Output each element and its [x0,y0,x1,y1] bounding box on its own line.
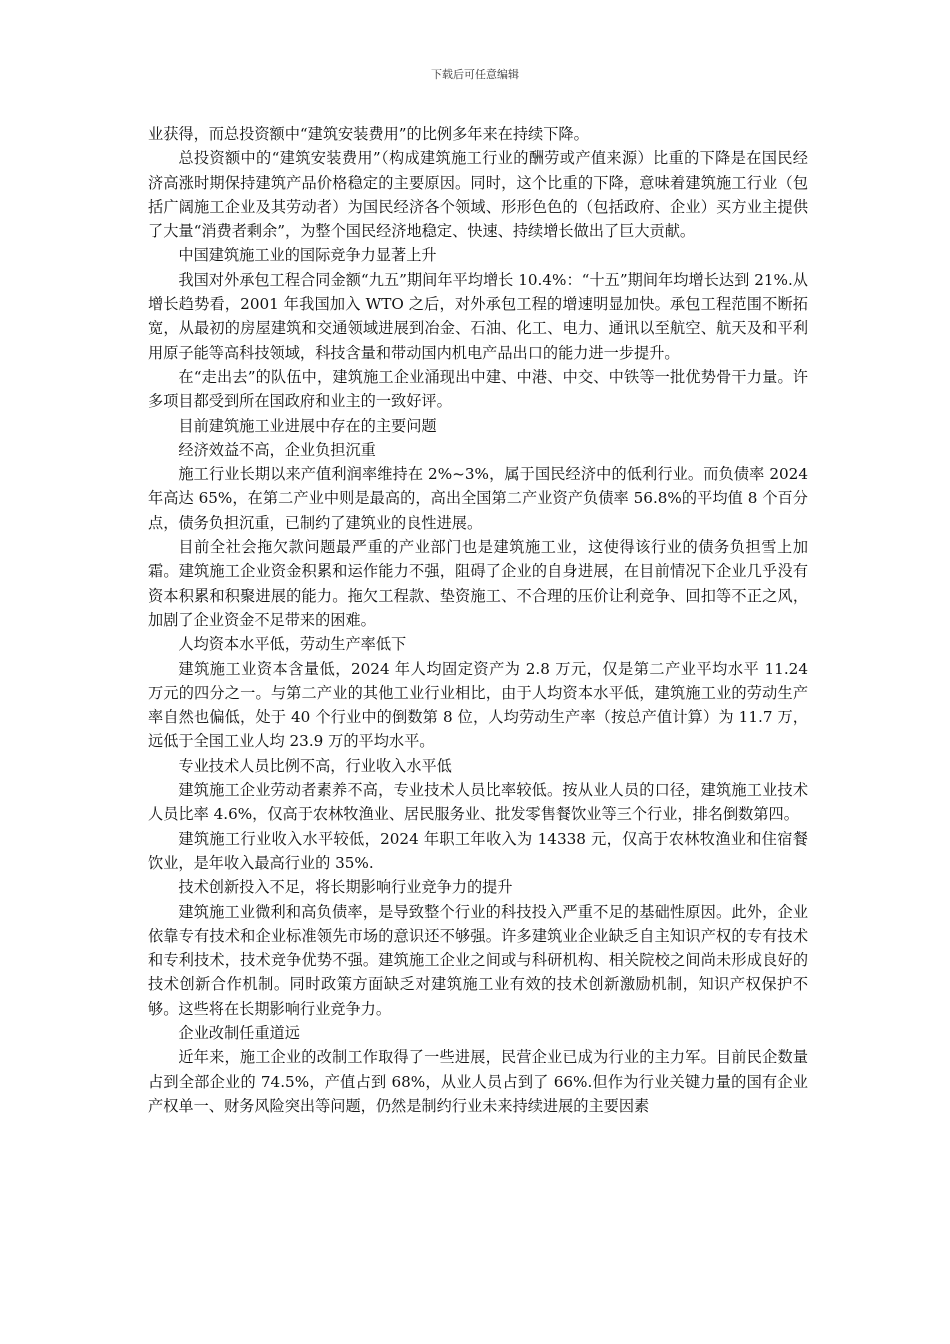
subsection-heading: 企业改制任重道远 [178,1023,300,1042]
paragraph: 建筑施工业资本含量低，2024 年人均固定资产为 2.8 万元，仅是第二产业平均水平 11.24 万元的四分之一。与第二产业的其他工业行业相比，由于人均资本水平低，建筑施工业的劳动生产率自然也偏低，处于 40 个行业中的倒数第 8 位，人均劳动生产率（按总产值计算）为 11.7 万，远低于全国工业人均 23.9 万的平均水平。 [148,659,808,751]
paragraph: 施工行业长期以来产值利润率维持在 2%~3%，属于国民经济中的低利行业。而负债率 2024 年高达 65%，在第二产业中则是最高的，高出全国第二产业资产负债率 56.8%的平均值 8 个百分点，债务负担沉重，已制约了建筑业的良性进展。 [148,465,808,532]
subsection-heading: 经济效益不高，企业负担沉重 [178,440,376,459]
page-header: 下载后可任意编辑 [431,68,519,81]
document-body [148,122,808,1118]
paragraph-continuation: 业获得，而总投资额中“建筑安装费用”的比例多年来在持续下降。 [148,125,589,143]
paragraph: 我国对外承包工程合同金额“九五”期间年平均增长 10.4%：“十五”期间年均增长达到 21%.从增长趋势看，2001 年我国加入 WTO 之后，对外承包工程的增速明显加快。承包工程范围不断拓宽，从最初的房屋建筑和交通领域进展到冶金、石油、化工、电力、通讯以至航空、航天及和平利用原子能等高科技领域，科技含量和带动国内机电产品出口的能力进一步提升。 [148,270,808,362]
paragraph: 总投资额中的“建筑安装费用”（构成建筑施工行业的酬劳或产值来源）比重的下降是在国民经济高涨时期保持建筑产品价格稳定的主要原因。同时，这个比重的下降，意味着建筑施工行业（包括广阔施工企业及其劳动者）为国民经济各个领域、形形色色的（包括政府、企业）买方业主提供了大量“消费者剩余”，为整个国民经济地稳定、快速、持续增长做出了巨大贡献。 [148,149,808,241]
section-heading: 目前建筑施工业进展中存在的主要问题 [178,416,437,435]
paragraph: 近年来，施工企业的改制工作取得了一些进展，民营企业已成为行业的主力军。目前民企数量占到全部企业的 74.5%，产值占到 68%，从业人员占到了 66%.但作为行业关键力量的国有企业产权单一、财务风险突出等问题，仍然是制约行业未来持续进展的主要因素 [148,1048,808,1115]
paragraph: 目前全社会拖欠款问题最严重的产业部门也是建筑施工业，这使得该行业的债务负担雪上加霜。建筑施工企业资金积累和运作能力不强，阻碍了企业的自身进展，在目前情况下企业几乎没有资本积累和积聚进展的能力。拖欠工程款、垫资施工、不合理的压价让利竞争、回扣等不正之风，加剧了企业资金不足带来的困难。 [148,538,808,629]
subsection-heading: 技术创新投入不足，将长期影响行业竞争力的提升 [178,878,513,897]
subsection-heading: 人均资本水平低，劳动生产率低下 [178,635,407,654]
paragraph: 建筑施工企业劳动者素养不高，专业技术人员比率较低。按从业人员的口径，建筑施工业技术人员比率 4.6%，仅高于农林牧渔业、居民服务业、批发零售餐饮业等三个行业，排名倒数第四。 [148,781,808,824]
paragraph: 建筑施工业微利和高负债率，是导致整个行业的科技投入严重不足的基础性原因。此外，企业依靠专有技术和企业标准领先市场的意识还不够强。许多建筑业企业缺乏自主知识产权的专有技术和专利技术，技术竞争优势不强。建筑施工企业之间或与科研机构、相关院校之间尚未形成良好的技术创新合作机制。同时政策方面缺乏对建筑施工业有效的技术创新激励机制，知识产权保护不够。这些将在长期影响行业竞争力。 [148,902,808,1018]
subsection-heading: 专业技术人员比例不高，行业收入水平低 [178,756,452,775]
section-heading: 中国建筑施工业的国际竞争力显著上升 [178,246,437,265]
paragraph: 在“走出去”的队伍中，建筑施工企业涌现出中建、中港、中交、中铁等一批优势骨干力量。许多项目都受到所在国政府和业主的一致好评。 [148,367,808,411]
paragraph: 建筑施工行业收入水平较低，2024 年职工年收入为 14338 元，仅高于农林牧渔业和住宿餐饮业，是年收入最高行业的 35%. [148,829,808,872]
